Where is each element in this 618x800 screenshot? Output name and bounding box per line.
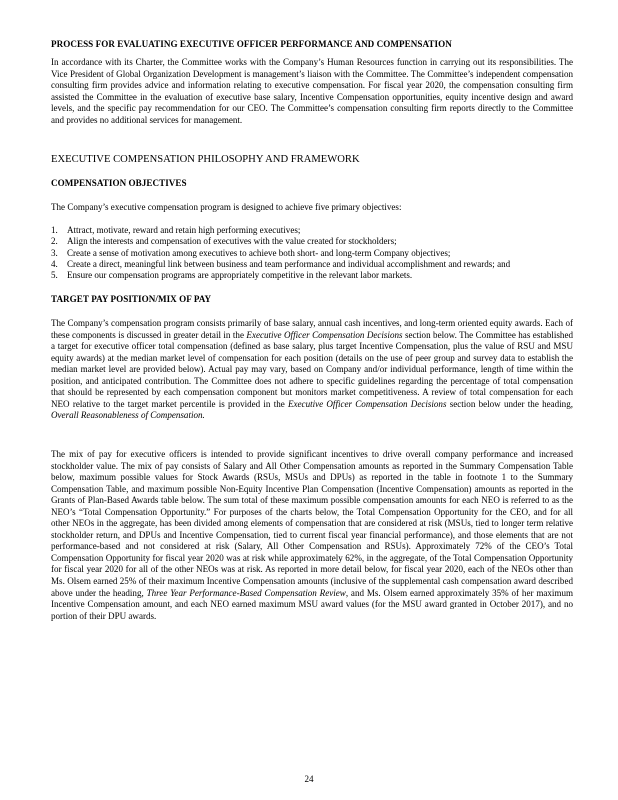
objectives-intro: The Company’s executive compensation program is designed to achieve five primary objectives: bbox=[51, 202, 402, 212]
list-item: 2. Align the interests and compensation of executives with the value created for stockholders; bbox=[51, 236, 397, 247]
list-item: 5. Ensure our compensation programs are appropriately competitive in the relevant labor markets. bbox=[51, 270, 413, 281]
philosophy-heading: EXECUTIVE COMPENSATION PHILOSOPHY AND FRAMEWORK bbox=[51, 154, 360, 165]
target-heading: TARGET PAY POSITION/MIX OF PAY bbox=[51, 294, 212, 304]
target-paragraph-2: The mix of pay for executive officers is intended to provide significant incentives to drive overall company performance and increased stockholder value. The mix of pay consists of Salary and All Other Compensation amounts as reported in the Summary Compensation Table below, maximum possible values for Stock Awards (RSUs, MSUs and DPUs) as reported in the table in footnote 1 to the Summary Compensation Table, and maximum possible Non-Equity Incentive Plan Compensation (Incentive Compensation) amounts as reported in the Grants of Plan-Based Awards table below. The sum total of these maximum possible compensation amounts for each NEO is referred to as the NEO’s “Total Compensation Opportunity.” For purposes of the charts below, the Total Compensation Opportunity for the CEO, and for all other NEOs in the aggregate, has been divided among elements of compensation that are considered at risk (MSUs, tied to longer term relative stockholder return, and DPUs and Incentive Compensation, tied to current fiscal year financial performance), and those elements that are not performance-based and not considered at risk (Salary, All Other Compensation and RSUs). Approximately 72% of the CEO’s Total Compensation Opportunity for fiscal year 2020 was at risk while approximately 62%, in the aggregate, of the Total Compensation Opportunity for fiscal year 2020 for all of the other NEOs was at risk. As reported in more detail below, for fiscal year 2020, each of the NEOs other than Ms. Olsem earned 25% of their maximum Incentive Compensation amounts (inclusive of the supplemental cash compensation award described above under the heading, Three Year Performance-Based Compensation Review, and Ms. Olsem earned approximately 35% of her maximum Incentive Compensation amount, and each NEO earned maximum MSU award values (for the MSU award granted in October 2017), and no portion of their DPU awards. bbox=[51, 449, 574, 621]
process-heading: PROCESS FOR EVALUATING EXECUTIVE OFFICER PERFORMANCE AND COMPENSATION bbox=[51, 39, 452, 49]
list-item: 3. Create a sense of motivation among executives to achieve both short- and long-term Company objectives; bbox=[51, 247, 451, 258]
list-item: 4. Create a direct, meaningful link between business and team performance and individual accomplishment and rewards; and bbox=[51, 258, 511, 269]
objectives-list bbox=[51, 225, 573, 281]
list-item: 1. Attract, motivate, reward and retain high performing executives; bbox=[51, 225, 301, 235]
page-number: 24 bbox=[304, 774, 314, 784]
objectives-heading: COMPENSATION OBJECTIVES bbox=[51, 178, 187, 188]
process-paragraph: In accordance with its Charter, the Committee works with the Company’s Human Resources function in carrying out its responsibilities. The Vice President of Global Organization Development is management’s liaison with the Committee. The Committee’s independent compensation consulting firm provides advice and information relating to executive compensation. For fiscal year 2020, the compensation consulting firm assisted the Committee in the evaluation of executive base salary, Incentive Compensation opportunities, equity incentive design and award levels, and the specific pay recommendation for our CEO. The Committee’s compensation consulting firm reports directly to the Committee and provides no additional services for management. bbox=[51, 57, 573, 125]
target-paragraph-1: The Company’s compensation program consists primarily of base salary, annual cash incentives, and long-term oriented equity awards. Each of these components is discussed in greater detail in the Executive Officer Compensation Decisions section below. The Committee has established a target for executive officer total compensation (defined as base salary, plus target Incentive Compensation, plus the value of RSU and MSU equity awards) at the median market level of compensation for each position (details on the use of peer group and survey data to establish the median market level are provided below). Actual pay may vary, based on Company and/or individual performance, length of time within the position, and anticipated contribution. The Committee does not adhere to specific guidelines regarding the percentage of total compensation that should be represented by each compensation component but monitors market competitiveness. A review of total compensation for each NEO relative to the target market percentile is provided in the Executive Officer Compensation Decisions section below under the heading, Overall Reasonableness of Compensation. bbox=[51, 318, 573, 421]
